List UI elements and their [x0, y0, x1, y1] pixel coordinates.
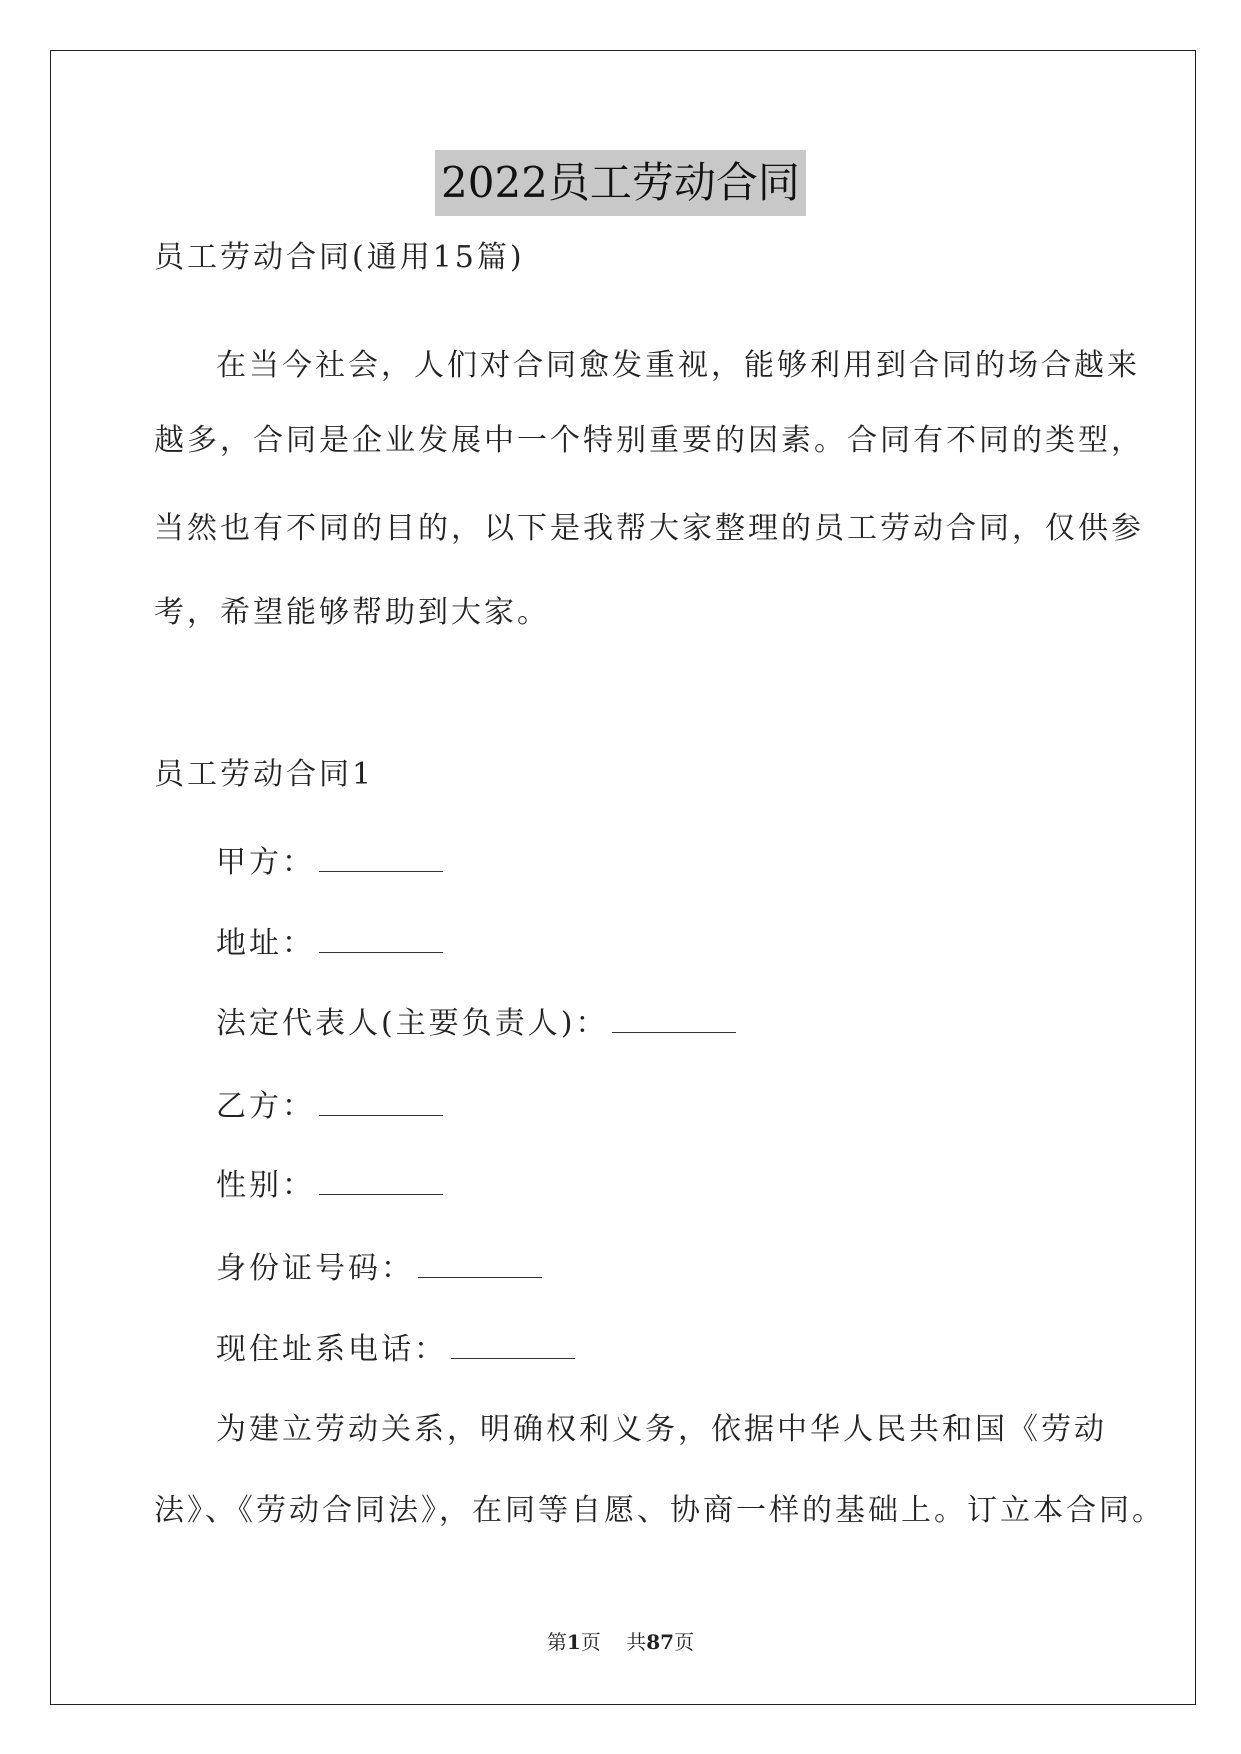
intro-line-1: 在当今社会，人们对合同愈发重视，能够利用到合同的场合越来 [216, 348, 1140, 383]
field-id-number-label: 身份证号码： [216, 1251, 414, 1286]
field-current-address-phone [216, 1330, 575, 1370]
document-title [0, 150, 1241, 216]
total-suffix: 页 [674, 1630, 695, 1654]
body-line-2: 法》、《劳动合同法》，在同等自愿、协商一样的基础上。订立本合同。 [154, 1493, 1165, 1528]
intro-line-2: 越多，合同是企业发展中一个特别重要的因素。合同有不同的类型， [154, 423, 1144, 458]
intro-line-4: 考，希望能够帮助到大家。 [154, 595, 550, 630]
field-party-b [216, 1087, 443, 1127]
field-party-a-label: 甲方： [216, 845, 315, 880]
total-pages: 87 [646, 1630, 675, 1654]
field-party-a [216, 843, 443, 883]
id-number-blank [418, 1251, 542, 1278]
field-id-number [216, 1249, 542, 1289]
party-b-blank [319, 1089, 443, 1116]
field-party-b-label: 乙方： [216, 1089, 315, 1124]
page-number: 1 [566, 1630, 581, 1654]
page-label-suffix: 页 [580, 1630, 601, 1654]
gender-blank [319, 1168, 443, 1195]
page-label-prefix: 第 [546, 1630, 567, 1654]
address-blank [319, 926, 443, 953]
document-title-text: 2022员工劳动合同 [435, 150, 806, 216]
body-line-1: 为建立劳动关系，明确权利义务，依据中华人民共和国《劳动 [216, 1412, 1107, 1447]
legal-rep-blank [612, 1006, 736, 1033]
field-legal-rep [216, 1004, 736, 1044]
field-gender-label: 性别： [216, 1168, 315, 1203]
section-heading: 员工劳动合同1 [154, 757, 375, 792]
field-legal-rep-label: 法定代表人(主要负责人)： [216, 1006, 609, 1041]
page-footer [0, 1626, 1241, 1655]
field-address [216, 924, 443, 964]
party-a-blank [319, 845, 443, 872]
current-address-phone-blank [451, 1332, 575, 1359]
field-current-address-phone-label: 现住址系电话： [216, 1332, 447, 1367]
field-gender [216, 1166, 443, 1206]
total-prefix: 共 [626, 1630, 647, 1654]
field-address-label: 地址： [216, 926, 315, 961]
intro-line-3: 当然也有不同的目的，以下是我帮大家整理的员工劳动合同，仅供参 [154, 511, 1144, 546]
subtitle: 员工劳动合同(通用15篇) [154, 240, 525, 275]
